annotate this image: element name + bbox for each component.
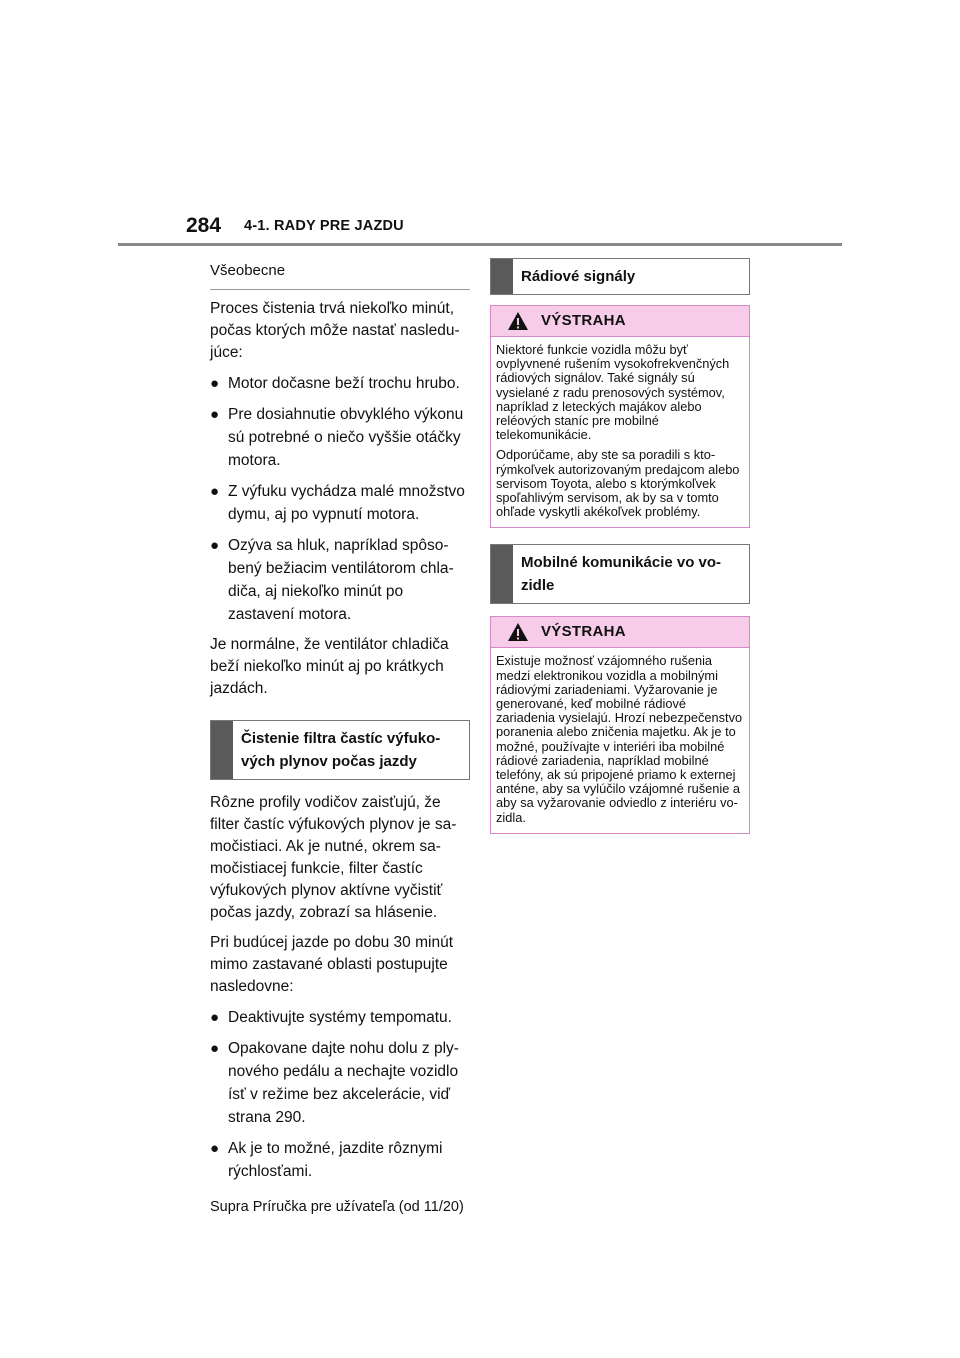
warning-title: VÝSTRAHA — [541, 623, 626, 641]
left-column — [210, 258, 470, 1183]
list-item — [210, 1037, 470, 1129]
list-item-text: Z výfuku vychádza malé množstvo dymu, aj po vypnutí motora. — [228, 483, 465, 523]
bullet-dot: ● — [210, 537, 220, 554]
warning-triangle-icon — [507, 311, 529, 331]
bullet-dot: ● — [210, 406, 220, 423]
bullet-dot: ● — [210, 483, 220, 500]
list-item-text: Ozýva sa hluk, napríklad spôsobený bežiacim ventilátorom chladiča, aj niekoľko minút po zastavení motora. — [228, 537, 454, 623]
section-heading-filter-cleaning — [210, 720, 470, 780]
warning-body — [491, 648, 749, 832]
profiles-paragraph: Rôzne profily vodičov zaisťujú, že filter častíc výfukových plynov je samočistiaci. Ak je nutné, okrem samočistiacej funkcie, filter častíc výfukových plynov aktívne vyčistiť počas jazdy, zobrazí sa hlásenie. — [210, 794, 457, 921]
footer-text: Supra Príručka pre užívateľa (od 11/20) — [210, 1199, 464, 1215]
intro-paragraph: Proces čistenia trvá niekoľko minút, počas ktorých môže nastať nasledujúce: — [210, 300, 460, 361]
bullet-dot: ● — [210, 1009, 220, 1026]
section-title: Mobilné komunikácie vo vozidle — [521, 554, 722, 595]
warning-paragraph: Odporúčame, aby ste sa poradili s ktorýmkoľvek autorizovaným predajcom alebo servisom Toyota, alebo s ktorýmkoľvek spoľahlivým servisom, ak by sa v tomto ohľade vyskytli akékoľvek problémy. — [496, 447, 740, 520]
section-bar — [211, 721, 233, 779]
list-item-text: Motor dočasne beží trochu hrubo. — [228, 375, 460, 392]
list-item-text: Deaktivujte systémy tempomatu. — [228, 1009, 452, 1026]
list-item — [210, 1006, 470, 1029]
list-item-text: Pre dosiahnutie obvyklého výkonu sú potrebné o niečo vyššie otáčky motora. — [228, 406, 464, 469]
warning-paragraph: Existuje možnosť vzájomného rušenia medzi elektronikou vozidla a mobilnými rádiovými zariadeniami. Vyžarovanie je generované, keď mobilné rádiové zariadenia vysielajú. Hrozí nebezpečenstvo poranenia alebo zničenia majetku. Ak je to možné, používajte v interiéri iba mobilné rádiové zariadenia, napríklad mobilné telefóny, ak sú pripojené priamo k externej anténe, aby sa vylúčilo vzájomné rušenie a aby sa vyžarovanie odviedlo z interiéru vozidla. — [496, 653, 743, 825]
list-item — [210, 403, 470, 472]
list-item-text: Ak je to možné, jazdite rôznymi rýchlosťami. — [228, 1140, 443, 1180]
list-item — [210, 372, 470, 395]
warning-box-radio — [490, 305, 750, 528]
section-bar — [491, 545, 513, 603]
list-item — [210, 1137, 470, 1183]
section-heading-radio-signals — [490, 258, 750, 295]
warning-header — [491, 617, 749, 648]
warning-box-mobile — [490, 616, 750, 833]
warning-header — [491, 306, 749, 337]
section-heading-mobile-comms — [490, 544, 750, 604]
section-heading-general: Všeobecne — [210, 258, 470, 290]
bullet-dot: ● — [210, 1040, 220, 1057]
header-divider — [118, 243, 842, 246]
chapter-title: 4-1. RADY PRE JAZDU — [244, 218, 404, 234]
bullet-dot: ● — [210, 1140, 220, 1157]
warning-paragraph: Niektoré funkcie vozidla môžu byť ovplyvnené rušením vysokofrekvenčných rádiových signálov. Také signály sú vysielané z radu prenosových systémov, napríklad z leteckých majákov alebo reléových staníc pre mobilné telekomunikácie. — [496, 342, 730, 443]
next-drive-paragraph: Pri budúcej jazde po dobu 30 minút mimo zastavané oblasti postupujte nasledovne: — [210, 934, 453, 995]
warning-triangle-icon — [507, 622, 529, 642]
section-bar — [491, 259, 513, 294]
list-item-text: Opakovane dajte nohu dolu z plynového pedálu a nechajte vozidlo ísť v režime bez akcelerácie, viď strana 290. — [228, 1040, 459, 1126]
list-item — [210, 480, 470, 526]
warning-title: VÝSTRAHA — [541, 312, 626, 329]
warning-body — [491, 337, 749, 527]
bullet-dot: ● — [210, 375, 220, 392]
page-number: 284 — [186, 214, 222, 237]
fan-paragraph: Je normálne, že ventilátor chladiča beží niekoľko minút aj po krátkych jazdách. — [210, 636, 449, 697]
right-column — [490, 258, 750, 834]
section-title: Rádiové signály — [521, 268, 636, 285]
section-title: Čistenie filtra častíc výfukových plynov počas jazdy — [241, 730, 441, 770]
list-item — [210, 534, 470, 626]
